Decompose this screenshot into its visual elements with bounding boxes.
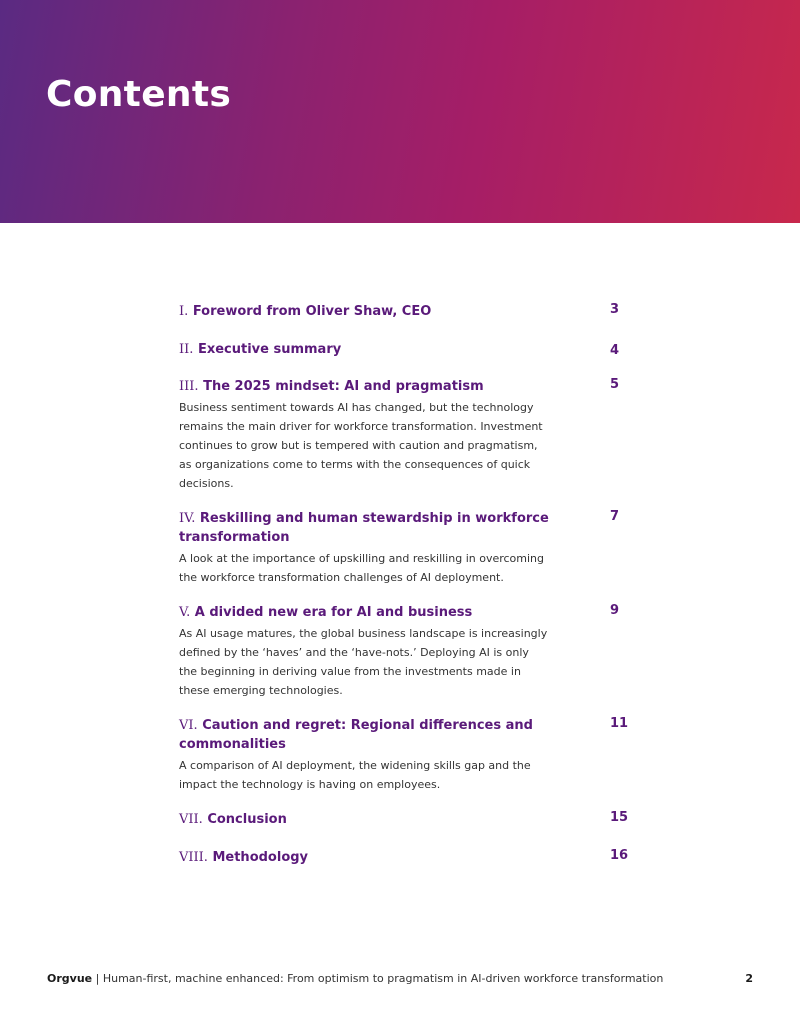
toc-title[interactable]: Conclusion — [207, 812, 287, 827]
toc-entry-7[interactable] — [179, 810, 629, 848]
toc-entry-heading[interactable] — [179, 377, 549, 396]
footer-brand: Orgvue — [47, 972, 93, 985]
footer-page-number: 2 — [745, 972, 753, 985]
toc-numeral: II. — [179, 342, 194, 357]
toc-entry-heading[interactable] — [179, 302, 549, 321]
toc-title[interactable]: Methodology — [212, 850, 309, 865]
toc-description: A look at the importance of upskilling and reskilling in overcoming the workforce transformation challenges of AI deployment. — [179, 552, 545, 584]
toc-page-number[interactable]: 11 — [610, 716, 629, 731]
toc-title[interactable]: Executive summary — [197, 342, 342, 357]
toc-numeral: IV. — [179, 511, 196, 526]
toc-numeral: VII. — [179, 812, 203, 827]
table-of-contents — [179, 302, 629, 872]
toc-numeral: VIII. — [179, 850, 208, 865]
toc-entry-heading[interactable] — [179, 716, 549, 754]
toc-entry-2[interactable] — [179, 340, 629, 377]
toc-entry-heading[interactable] — [179, 509, 549, 547]
toc-entry-5[interactable] — [179, 603, 629, 716]
page-footer — [47, 972, 757, 985]
toc-entry-heading[interactable] — [179, 340, 549, 359]
toc-page-number[interactable]: 3 — [610, 302, 620, 317]
toc-numeral: V. — [179, 605, 191, 620]
toc-page-number[interactable]: 7 — [610, 509, 620, 524]
toc-page-number[interactable]: 4 — [610, 343, 620, 358]
toc-description: A comparison of AI deployment, the widening skills gap and the impact the technology is having on employees. — [179, 759, 531, 791]
toc-title[interactable]: A divided new era for AI and business — [194, 605, 473, 620]
footer-document-title: Human-first, machine enhanced: From optimism to pragmatism in AI-driven workforce transformation — [102, 972, 664, 985]
toc-entry-6[interactable] — [179, 716, 629, 810]
toc-entry-4[interactable] — [179, 509, 629, 603]
toc-description: As AI usage matures, the global business landscape is increasingly defined by the ‘haves’ and the ‘have-nots.’ Deploying AI is only the beginning in deriving value from the investments made in these emerging technologies. — [179, 627, 548, 697]
toc-title[interactable]: Reskilling and human stewardship in workforce transformation — [179, 511, 549, 545]
toc-description: Business sentiment towards AI has changed, but the technology remains the main driver for workforce transformation. Investment continues to grow but is tempered with caution and pragmatism, as organizations come to terms with the consequences of quick decisions. — [179, 401, 543, 490]
toc-entry-heading[interactable] — [179, 848, 549, 867]
page-title: Contents — [46, 74, 232, 115]
toc-page-number[interactable]: 16 — [610, 848, 629, 863]
toc-numeral: VI. — [179, 718, 198, 733]
toc-entry-heading[interactable] — [179, 603, 549, 622]
header-banner — [0, 0, 800, 223]
toc-entry-3[interactable] — [179, 377, 629, 509]
toc-page-number[interactable]: 9 — [610, 603, 620, 618]
toc-entry-8[interactable] — [179, 848, 629, 872]
toc-entry-1[interactable] — [179, 302, 629, 340]
footer-separator: | — [92, 972, 103, 985]
toc-page-number[interactable]: 15 — [610, 810, 629, 825]
toc-title[interactable]: Foreword from Oliver Shaw, CEO — [192, 304, 432, 319]
toc-page-number[interactable]: 5 — [610, 377, 620, 392]
toc-title[interactable]: The 2025 mindset: AI and pragmatism — [203, 379, 484, 394]
toc-numeral: III. — [179, 379, 199, 394]
toc-entry-heading[interactable] — [179, 810, 549, 829]
toc-numeral: I. — [179, 304, 189, 319]
toc-title[interactable]: Caution and regret: Regional differences and commonalities — [179, 718, 533, 752]
